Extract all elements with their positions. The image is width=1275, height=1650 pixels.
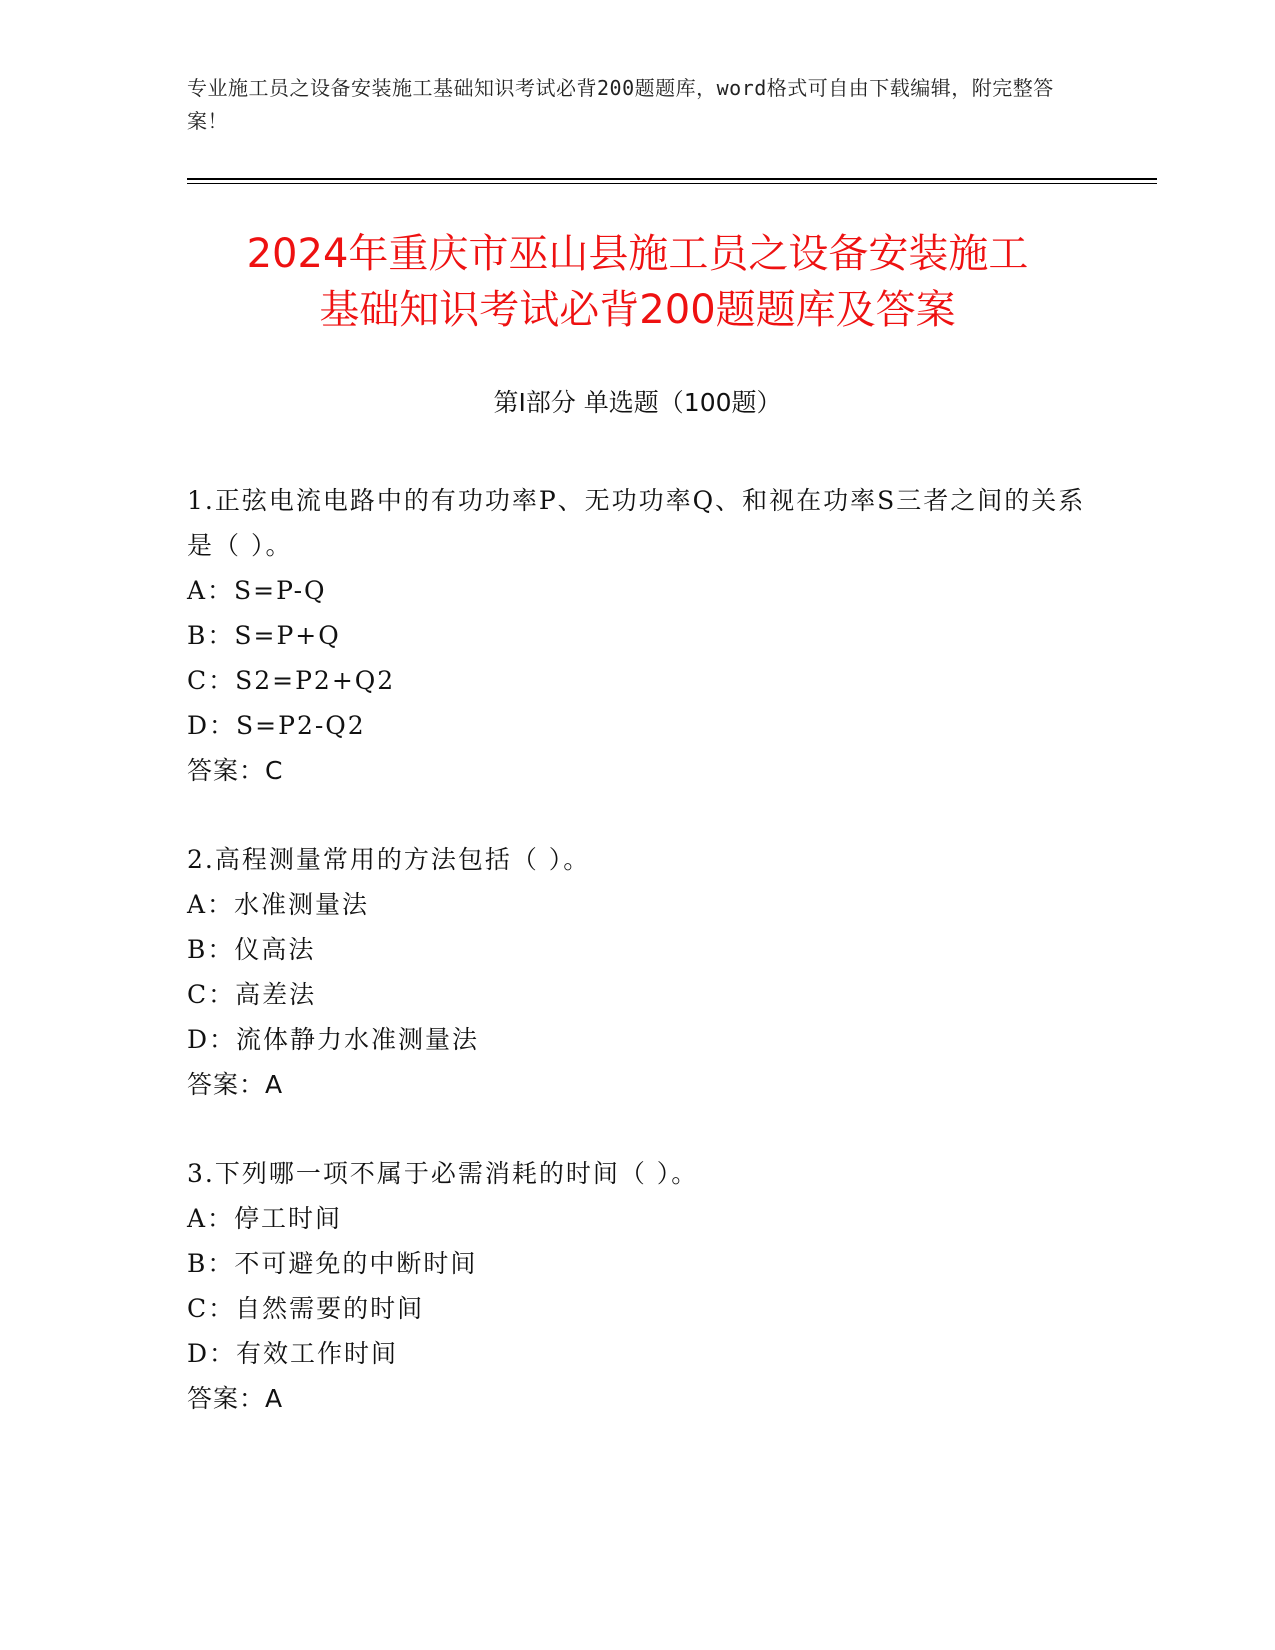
document-title: [140, 226, 1135, 338]
option-c: C：高差法: [187, 980, 317, 1009]
option-c: C：自然需要的时间: [187, 1294, 425, 1323]
question-1: [187, 478, 1087, 793]
option-d: D：流体静力水准测量法: [187, 1025, 480, 1054]
question-list: [187, 478, 1087, 1465]
option-a: A：水准测量法: [187, 890, 370, 919]
answer-label: 答案：A: [187, 1070, 284, 1099]
question-text: 1.正弦电流电路中的有功功率P、无功功率Q、和视在功率S三者之间的关系是（ ）。: [187, 486, 1086, 560]
option-a: A：停工时间: [187, 1204, 343, 1233]
question-text: 2.高程测量常用的方法包括（ ）。: [187, 845, 591, 874]
header-divider: [187, 178, 1157, 180]
answer-label: 答案：C: [187, 756, 284, 785]
option-c: C：S2=P2+Q2: [187, 666, 396, 695]
option-d: D：S=P2-Q2: [187, 711, 366, 740]
option-b: B：仪高法: [187, 935, 316, 964]
answer-label: 答案：A: [187, 1384, 284, 1413]
option-d: D：有效工作时间: [187, 1339, 399, 1368]
section-heading: 第Ⅰ部分 单选题（100题）: [493, 388, 782, 417]
question-2: [187, 837, 1087, 1107]
option-a: A：S=P-Q: [187, 576, 327, 605]
title-line-1: 2024年重庆市巫山县施工员之设备安装施工: [246, 231, 1029, 277]
title-line-2: 基础知识考试必背200题题库及答案: [319, 287, 956, 333]
option-b: B：S=P+Q: [187, 621, 341, 650]
question-3: [187, 1151, 1087, 1421]
question-text: 3.下列哪一项不属于必需消耗的时间（ ）。: [187, 1159, 699, 1188]
header-note: 专业施工员之设备安装施工基础知识考试必背200题题库，word格式可自由下载编辑，附完整答案！: [187, 76, 1054, 133]
option-b: B：不可避免的中断时间: [187, 1249, 478, 1278]
header-divider-thin: [187, 183, 1157, 184]
